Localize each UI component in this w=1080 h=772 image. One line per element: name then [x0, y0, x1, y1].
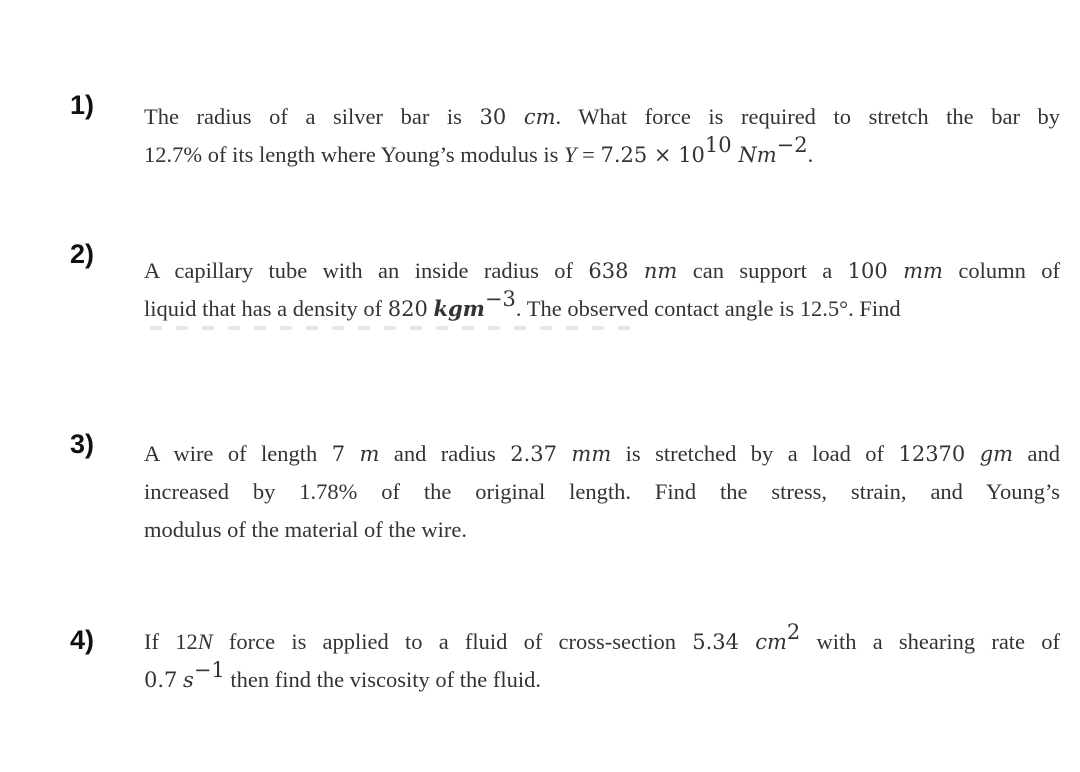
- text-line: The radius of a silver bar is 30 cm. What force is required to stretch the bar by: [144, 104, 1061, 129]
- text-line: liquid that has a density of 820 kgm$^{-3}$. The observed contact angle is 12.5°. Find: [144, 286, 901, 321]
- problem-text: [144, 252, 1060, 328]
- text-line: increased by 1.78% of the original length. Find the stress, strain, and Young’s: [144, 479, 1060, 504]
- text-line: modulus of the material of the wire.: [144, 517, 468, 542]
- problem-number: 2): [70, 239, 95, 269]
- cropped-line-remnant: [150, 326, 630, 330]
- problem-text: [144, 98, 1060, 174]
- problem-text: [144, 435, 1060, 549]
- problem-number: 1): [70, 90, 95, 120]
- problem-number: 3): [70, 429, 95, 459]
- text-line: A wire of length 7 m and radius 2.37 mm is stretched by a load of 12370 gm and: [144, 441, 1060, 466]
- text-line: 0.7 $s^{-1}$ then find the viscosity of the fluid.: [144, 657, 541, 692]
- problem-number: 4): [70, 625, 95, 655]
- text-line: If 12N force is applied to a fluid of cross-section 5.34 $cm^2$ with a shearing rate of: [144, 619, 1060, 654]
- text-line: A capillary tube with an inside radius of 638 nm can support a 100 mm column of: [144, 258, 1061, 283]
- problem-text: [144, 619, 1060, 699]
- text-line: 12.7% of its length where Young’s modulus is $Y = 7.25 \times 10^{10}$ $Nm^{-2}$.: [144, 132, 814, 167]
